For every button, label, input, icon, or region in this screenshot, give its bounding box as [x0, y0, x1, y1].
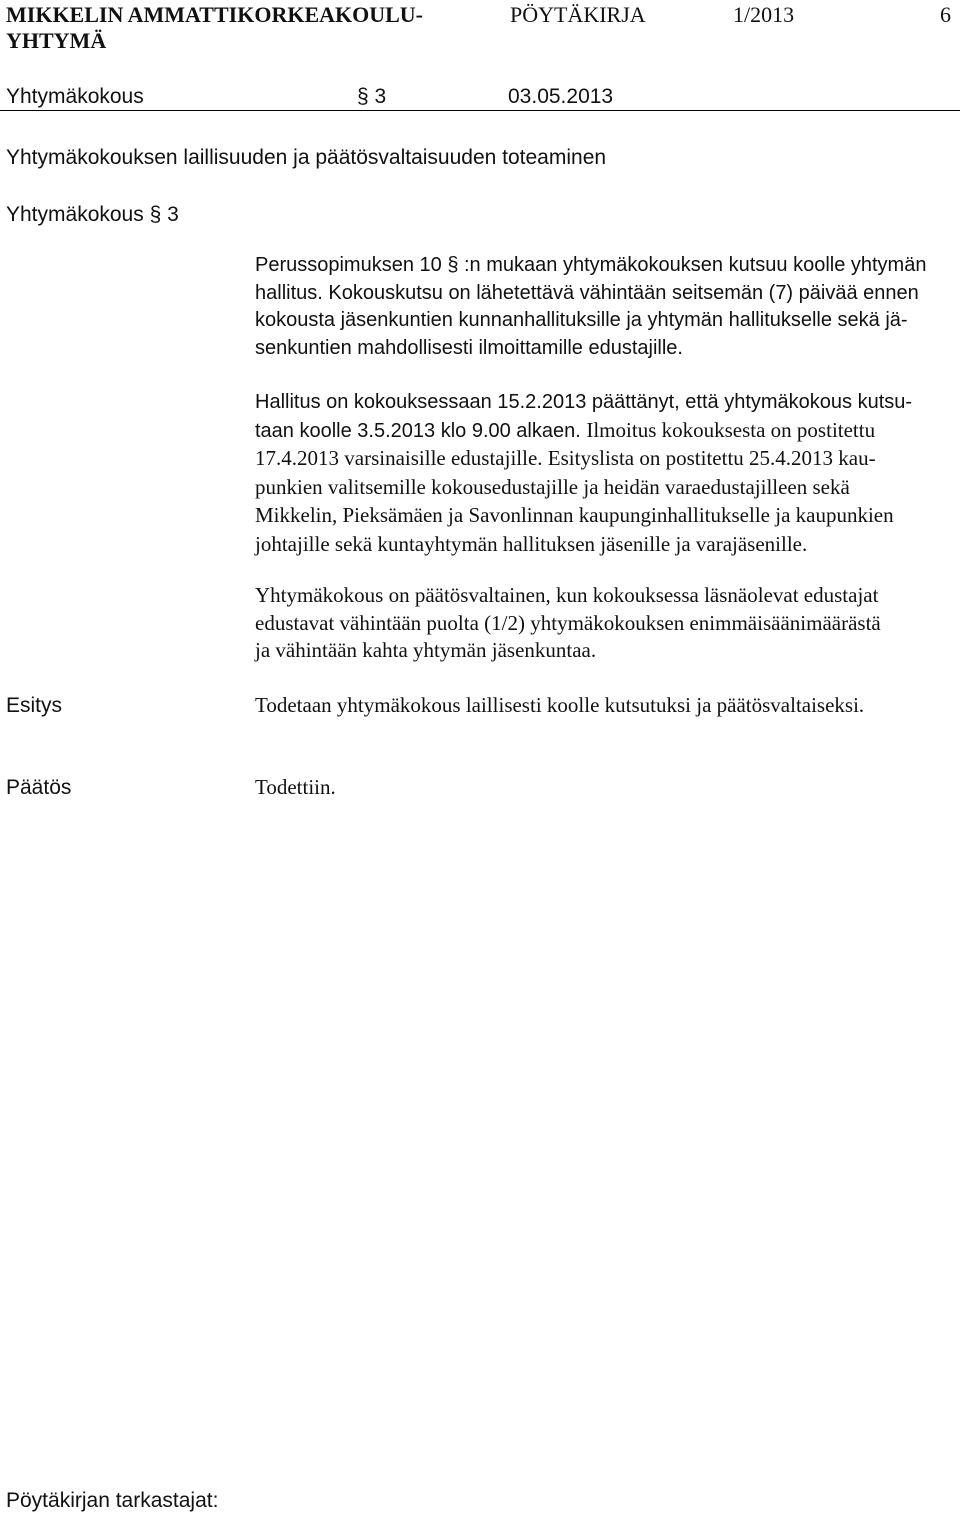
header-divider: [0, 110, 960, 111]
item-title: Yhtymäkokouksen laillisuuden ja päätösvaltaisuuden toteaminen: [6, 146, 607, 169]
proposal-label: Esitys: [6, 694, 63, 717]
document-number: 1/2013: [733, 2, 795, 27]
page-number: 6: [940, 2, 951, 27]
text-line: Hallitus on kokouksessaan 15.2.2013 päättänyt, että yhtymäkokous kutsu-: [255, 391, 913, 413]
paragraph-invitation-details: [255, 388, 958, 559]
text-line: johtajille sekä kuntayhtymän hallituksen jäsenille ja varajäsenille.: [255, 531, 808, 556]
text-line: Yhtymäkokous on päätösvaltainen, kun kokouksessa läsnäolevat edustajat: [255, 583, 879, 607]
text-line: kokousta jäsenkuntien kunnanhallituksille ja yhtymän hallitukselle sekä jä-: [255, 309, 908, 331]
text-line: Mikkelin, Pieksämäen ja Savonlinnan kaupunginhallitukselle ja kaupunkien: [255, 503, 894, 527]
text-line: punkien valitsemille kokousedustajille ja heidän varaedustajilleen sekä: [255, 474, 850, 499]
meeting-body: Yhtymäkokous: [6, 85, 144, 108]
decision-text: Todettiin.: [255, 775, 336, 799]
minutes-verifiers-label: Pöytäkirjan tarkastajat:: [6, 1489, 219, 1512]
text-line: hallitus. Kokouskutsu on lähetettävä vähintään seitsemän (7) päivää ennen: [255, 281, 919, 304]
paragraph-notice-requirements: [255, 252, 958, 362]
text-line: edustavat vähintään puolta (1/2) yhtymäkokouksen enimmäisäänimäärästä: [255, 610, 881, 635]
paragraph-quorum-rule: [255, 582, 958, 665]
organization-name: MIKKELIN AMMATTIKORKEAKOULU-YHTYMÄ: [6, 2, 424, 53]
decision-label: Päätös: [6, 776, 72, 799]
proposal-text: Todetaan yhtymäkokous laillisesti koolle kutsutuksi ja päätösvaltaiseksi.: [255, 693, 865, 717]
text-line: taan koolle 3.5.2013 klo 9.00 alkaen. Ilmoitus kokouksesta on postitettu: [255, 417, 876, 442]
text-line: senkuntien mahdollisesti ilmoittamille edustajille.: [255, 336, 683, 359]
item-reference: Yhtymäkokous § 3: [6, 203, 179, 226]
text-line: 17.4.2013 varsinaisille edustajille. Esityslista on postitettu 25.4.2013 kau-: [255, 446, 876, 470]
document-type: PÖYTÄKIRJA: [510, 2, 646, 27]
meeting-date: 03.05.2013: [508, 85, 614, 108]
meeting-section: § 3: [357, 85, 387, 108]
text-line: ja vähintään kahta yhtymän jäsenkuntaa.: [255, 638, 597, 662]
text-line: Perussopimuksen 10 § :n mukaan yhtymäkokouksen kutsuu koolle yhtymän: [255, 254, 927, 276]
